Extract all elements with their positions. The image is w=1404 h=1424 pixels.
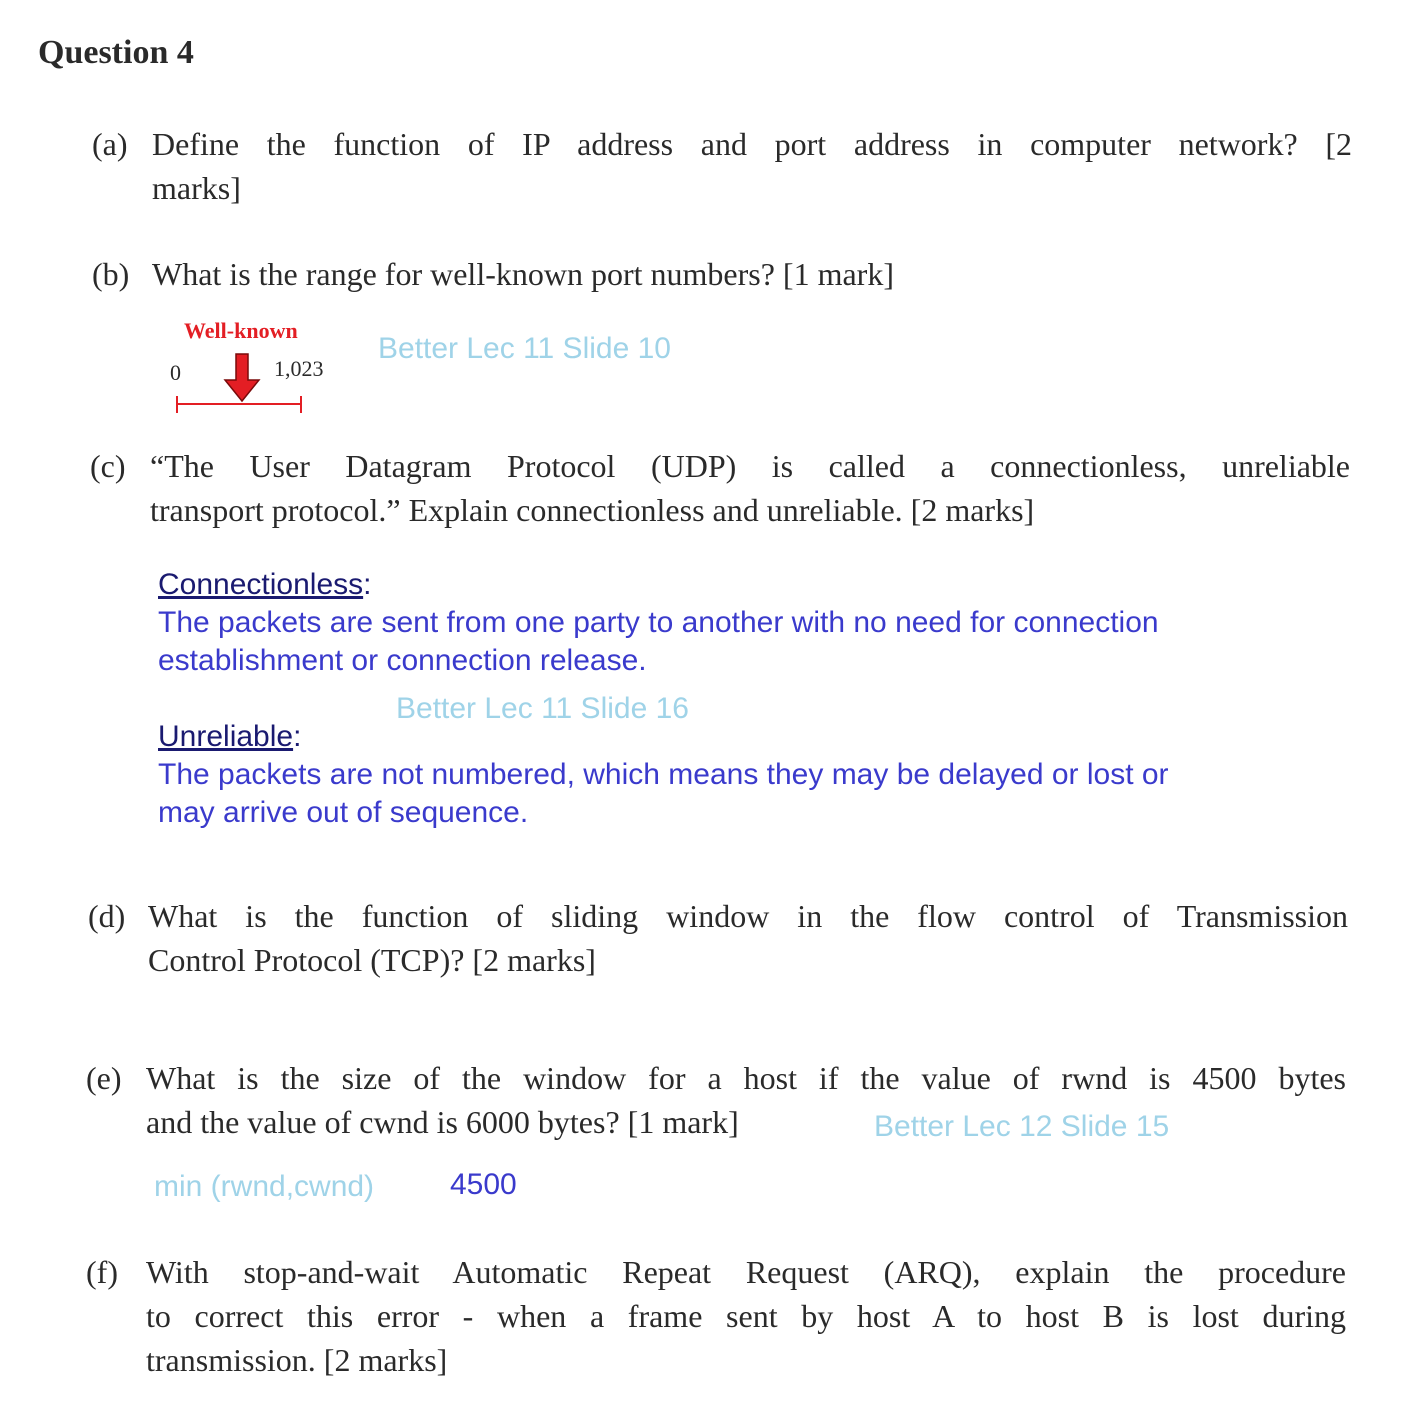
range-end-label: 1,023 (274, 356, 324, 381)
connectionless-answer-line1: The packets are sent from one party to another with no need for connection (158, 606, 1159, 639)
unreliable-answer-line2: may arrive out of sequence. (158, 796, 529, 829)
question-f-line3: transmission. [2 marks] (146, 1342, 448, 1378)
connectionless-answer-line2: establishment or connection release. (158, 644, 647, 677)
question-f (86, 1250, 1348, 1384)
range-start-label: 0 (170, 360, 181, 385)
question-b-line1: What is the range for well-known port numbers? [1 mark] (152, 256, 894, 292)
question-c (90, 444, 1352, 534)
unreliable-answer-line1: The packets are not numbered, which means they may be delayed or lost or (158, 758, 1169, 791)
unreliable-answer (158, 756, 1258, 832)
question-f-label: (f) (86, 1254, 118, 1290)
unreliable-colon: : (293, 720, 302, 753)
window-formula: min (rwnd,cwnd) (154, 1170, 375, 1203)
connectionless-heading-text: Connectionless (158, 568, 364, 601)
question-d-line1: What is the function of sliding window in the flow control of Transmission (148, 898, 1348, 934)
unreliable-heading-text: Unreliable (158, 720, 294, 753)
question-a-line2: marks] (152, 170, 241, 206)
question-c-line2: transport protocol.” Explain connectionless and unreliable. [2 marks] (150, 492, 1035, 528)
question-e-line2: and the value of cwnd is 6000 bytes? [1 mark] (146, 1104, 739, 1140)
question-a-line1: Define the function of IP address and port address in computer network? [2 (152, 126, 1352, 162)
down-arrow-icon (225, 354, 259, 401)
reference-lec11-slide16: Better Lec 11 Slide 16 (396, 692, 689, 725)
question-b (92, 252, 1092, 298)
port-range-diagram (170, 350, 310, 420)
question-f-line2: to correct this error - when a frame sent by host A to host B is lost during (146, 1298, 1346, 1334)
reference-lec12-slide15: Better Lec 12 Slide 15 (874, 1110, 1170, 1143)
connectionless-answer (158, 604, 1258, 680)
connectionless-colon: : (363, 568, 372, 601)
question-d-line2: Control Protocol (TCP)? [2 marks] (148, 942, 596, 978)
question-c-line1: “The User Datagram Protocol (UDP) is called a connectionless, unreliable (150, 448, 1350, 484)
question-d (88, 894, 1350, 984)
question-c-label: (c) (90, 448, 126, 484)
reference-lec11-slide10: Better Lec 11 Slide 10 (378, 332, 671, 365)
question-f-line1: With stop-and-wait Automatic Repeat Request (ARQ), explain the procedure (146, 1254, 1346, 1290)
question-d-label: (d) (88, 898, 126, 934)
range-line (177, 396, 301, 413)
question-e-line1: What is the size of the window for a host if the value of rwnd is 4500 bytes (146, 1060, 1346, 1096)
question-a-label: (a) (92, 126, 128, 162)
well-known-label: Well-known (184, 318, 298, 343)
question-b-label: (b) (92, 256, 130, 292)
question-e-label: (e) (86, 1060, 122, 1096)
connectionless-heading (158, 566, 371, 604)
page-title: Question 4 (38, 34, 194, 71)
unreliable-heading (158, 718, 301, 756)
question-a (92, 122, 1352, 212)
window-size-answer: 4500 (450, 1168, 517, 1201)
